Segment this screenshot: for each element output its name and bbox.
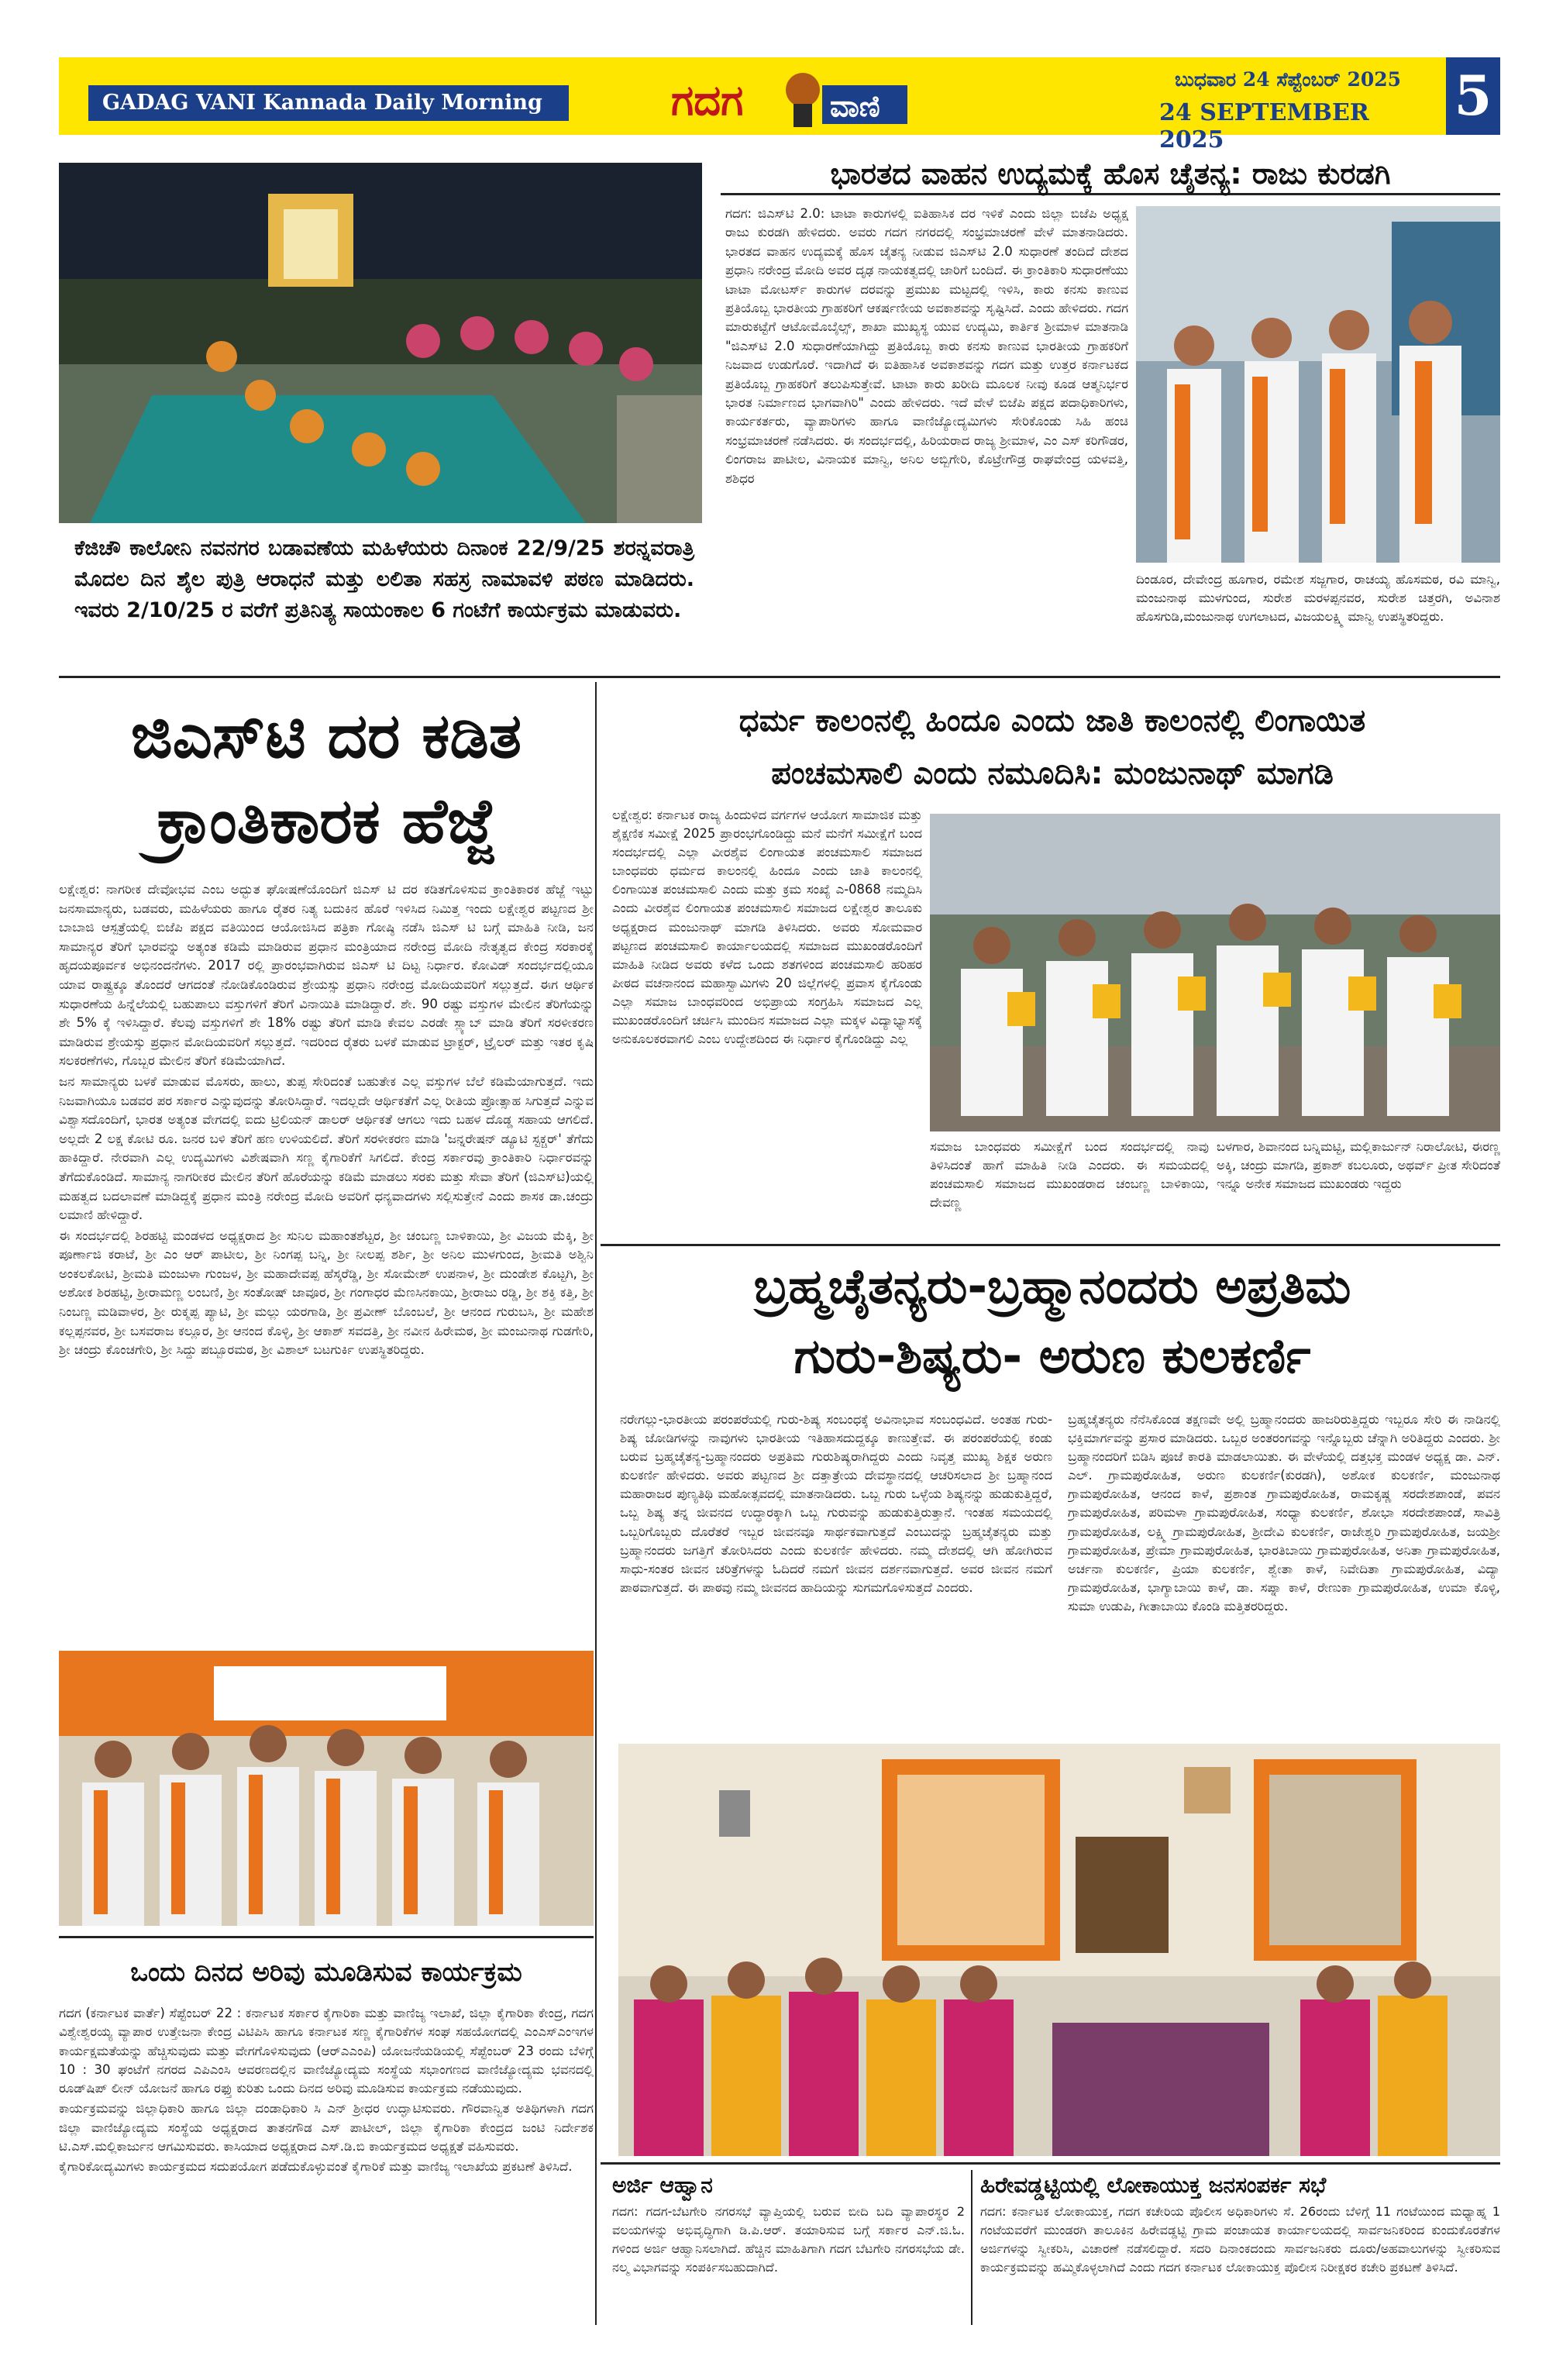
body-gst-para-2: ಜನ ಸಾಮಾನ್ಯರು ಬಳಕೆ ಮಾಡುವ ಮೊಸರು, ಹಾಲು, ತುಪ್ಪ ಸೇರಿದಂತೆ ಬಹುತೇಕ ಎಲ್ಲ ವಸ್ತುಗಳ ಬೆಲೆ ಕಡಿಮೆಯಾಗುತ್ತದೆ. ಇದು ನಿಜವಾಗಿಯೂ ಬಡವರ ಪರ ಸರ್ಕಾರ ಎನ್ನುವುದನ್ನು ತೋರಿಸಿದ್ದಾರೆ. ಇದಲ್ಲದೇ ಆರ್ಥಿಕತೆಗೆ ಎಲ್ಲ ರೀತಿಯ ಪ್ರೋತ್ಸಾಹ ಸಿಗುತ್ತದೆ ಎನ್ನುವ ವಿಶ್ವಾಸದೊಂದಿಗೆ, ಭಾರತ ಅತ್ಯಂತ ವೇಗದಲ್ಲಿ ಐದು ಟ್ರಿಲಿಯನ್ ಡಾಲರ್ ಆರ್ಥಿಕತೆ ಆಗಲು ಇದು ಬಹಳ ದೊಡ್ಡ ಸಹಾಯ ಆಗಲಿದೆ. ಅಲ್ಲದೇ 2 ಲಕ್ಷ ಕೋಟಿ ರೂ. ಜನರ ಬಳಿ ತೆರಿಗೆ ಹಣ ಉಳಿಯಲಿದೆ. ತೆರಿಗೆ ಸರಳೀಕರಣ ಮಾಡಿ 'ಜನ್ನರೇಷನ್ ಡ್ಯೂಟಿ ಸ್ಟಕ್ಚರ್' ತೆಗೆದು ಹಾಕಿದ್ದಾರೆ. ನೇರವಾಗಿ ಎಲ್ಲ ಉದ್ಯಮಿಗಳು ವಿಶೇಷವಾಗಿ ಸಣ್ಣ ಕೈಗಾರಿಕೆಗೆ ಸಿಗಲಿದೆ. ಕೇಂದ್ರ ಸರ್ಕಾರವು ಕ್ರಾಂತಿಕಾರಿ ನಿರ್ಧಾರವನ್ನು ತೆಗೆದುಕೊಂಡಿದೆ. ಸಾಮಾನ್ಯ ನಾಗರೀಕರ ಮೇಲಿನ ತೆರಿಗೆ ಹೊರೆಯನ್ನು ಕಡಿಮೆ ಮಾಡಲು ಸರಕು ಮತ್ತು ಸೇವಾ ತೆರಿಗೆ (ಜಿಎಸ್‌ಟಿ)ಯಲ್ಲಿ ಮಹತ್ವದ ಬದಲಾವಣೆ ಮಾಡಿದ್ದಕ್ಕೆ ಪ್ರಧಾನ ಮಂತ್ರಿ ನರೇಂದ್ರ ಮೋದಿ ಅವರಿಗೆ ಧನ್ಯವಾದಗಳು ಸಲ್ಲಿಸುತ್ತೇನೆ ಎಂದು ಶಾಸಕ ಡಾ.ಚಂದ್ರು ಲಮಾಣಿ ಹೇಳಿದ್ದಾರೆ. (59, 1073, 594, 1223)
caption-vehicle: ದಿಂಡೂರ, ದೇವೇಂದ್ರ ಹೂಗಾರ, ರಮೇಶ ಸಜ್ಜಗಾರ, ರಾಚಯ್ಯ ಹೊಸಮಠ, ರವಿ ಮಾನ್ವಿ, ಮಂಜುನಾಥ ಮುಳಗುಂದ, ಸುರೇಶ ಮರಳಪ್ಪನವರ, ಸುರೇಶ ಚಿತ್ತರಗಿ, ಅವಿನಾಶ ಹೊಸಗುಡಿ,ಮಂಜುನಾಥ ಉಗಲಾಟದ, ವಿಜಯಲಕ್ಷ್ಮಿ ಮಾನ್ವಿ ಉಪಸ್ಥಿತರಿದ್ದರು. (1136, 572, 1500, 624)
headline-oneday: ಒಂದು ದಿನದ ಅರಿವು ಮೂಡಿಸುವ ಕಾರ್ಯಕ್ರಮ (130, 1957, 522, 1988)
headline-arji: ಅರ್ಜಿ ಆಹ್ವಾನ (612, 2172, 713, 2198)
page-number: 5 (1446, 57, 1500, 135)
body-gst-para-1: ಲಕ್ಷೇಶ್ವರ: ನಾಗರೀಕ ದೇವೋಭವ ಎಂಬ ಅದ್ಭುತ ಘೋಷಣೆಯೊಂದಿಗೆ ಜಿಎಸ್ ಟಿ ದರ ಕಡಿತಗೊಳಿಸುವ ಕ್ರಾಂತಿಕಾರಕ ಹೆಜ್ಜೆ ಇಟ್ಟು ಜನಸಾಮಾನ್ಯರು, ಬಡವರು, ಮಹಿಳೆಯರು ಹಾಗೂ ರೈತರ ನಿತ್ಯ ಬದುಕಿನ ಹೊರೆ ಇಳಿಸಿದ ನಿಮಿತ್ತ ಇಂದು ಲಕ್ಷೇಶ್ವರ ಪಟ್ಟಣದ ಶ್ರೀ ಬಾಬಾಜಿ ಆಸ್ಪತ್ರೆಯಲ್ಲಿ ಬಿಜೆಪಿ ಪಕ್ಷದ ವತಿಯಿಂದ ಆಯೋಜಿಸಿದ ಪತ್ರಿಕಾ ಗೋಷ್ಠಿ ನಡೆಸಿ ಜಿಎಸ್ ಟಿ ಬಗ್ಗೆ ಮಾಹಿತಿ ನೀಡಿ, ಜನ ಸಾಮಾನ್ಯರ ತೆರಿಗೆ ಭಾರವನ್ನು ಅತ್ಯಂತ ಕಡಿಮೆ ಮಾಡಿರುವ ಪ್ರಧಾನ ಮಂತ್ರಿಯಾದ ನರೇಂದ್ರ ಮೋದಿ ನೇತೃತ್ವದ ಕೇಂದ್ರ ಸರಕಾರಕ್ಕೆ ಹೃದಯಪೂರ್ವಕ ಅಭಿನಂದನೆಗಳು. 2017 ರಲ್ಲಿ ಪ್ರಾರಂಭವಾಗಿರುವ ಜಿಎಸ್ ಟಿ ದಿಟ್ಟ ನಿರ್ಧಾರ. ಕೋವಿಡ್ ಸಂದರ್ಭದಲ್ಲಿಯೂ ಯಾವ ರಾಷ್ಟ್ರಕ್ಕೂ ತೊಂದರೆ ಆಗದಂತೆ ನೋಡಿಕೊಂಡಿರುವ ಶ್ರೇಯಸ್ಸು ಪ್ರಧಾನಿ ನರೇಂದ್ರ ಮೋದಿಯವರಿಗೆ ಸಲ್ಲುತ್ತದೆ. ಈಗ ಆರ್ಥಿಕ ಸುಧಾರಣೆಯ ಹಿನ್ನೆಲೆಯಲ್ಲಿ ಬಹುಪಾಲು ವಸ್ತುಗಳಿಗೆ ತೆರಿಗೆ ವಿನಾಯಿತಿ ಮಾಡಿದ್ದಾರೆ. ಶೇ. 90 ರಷ್ಟು ವಸ್ತುಗಳ ಮೇಲಿನ ತೆರಿಗೆಯನ್ನು ಶೇ 5% ಕ್ಕೆ ಇಳಿಸಿದ್ದಾರೆ. ಕೆಲವು ವಸ್ತುಗಳಿಗೆ ಶೇ 18% ರಷ್ಟು ತೆರಿಗೆ ಮಾಡಿ ಕೇವಲ ಎರಡೇ ಸ್ಲ್ಯಾಬ್ ಮಾಡಿ ತೆರಿಗೆ ಸರಳೀಕರಣ ಮಾಡಿರುವ ಶ್ರೇಯಸ್ಸು ಪ್ರಧಾನ ಮೋದಿಯವರಿಗೆ ಸಲ್ಲುತ್ತದೆ. ಇದರಿಂದ ರೈತರು ಬಳಕೆ ಮಾಡುವ ಟ್ರಾಕ್ಟರ್, ಟ್ರೈಲರ್ ಮತ್ತು ಇತರ ಕೃಷಿ ಸಲಕರಣೆಗಳು, ಗೊಬ್ಬರ ಮೇಲಿನ ತೆರಿಗೆ ಕಡಿಮೆಯಾಗಿದೆ. (59, 882, 594, 1069)
logo-emblem-base (793, 104, 812, 127)
photo-dharma-meeting (930, 814, 1500, 1131)
headline-dharma-1: ಧರ್ಮ ಕಾಲಂನಲ್ಲಿ ಹಿಂದೂ ಎಂದು ಜಾತಿ ಕಾಲಂನಲ್ಲಿ ಲಿಂಗಾಯಿತ (738, 703, 1366, 739)
body-gst (59, 880, 594, 1655)
logo-graphic (663, 59, 911, 133)
issue-date-english: 24 SEPTEMBER 2025 (1159, 99, 1369, 153)
divider-rule (59, 676, 1500, 678)
photo-brahma-pooja (618, 1744, 1500, 2156)
masthead-left (59, 57, 625, 135)
column-rule (595, 682, 597, 2325)
body-oneday-para-3: ಕೈಗಾರಿಕೋದ್ಯಮಿಗಳು ಕಾರ್ಯಕ್ರಮದ ಸದುಪಯೋಗ ಪಡೆದುಕೊಳ್ಳುವಂತೆ ಕೈಗಾರಿಕೆ ಮತ್ತು ವಾಣಿಜ್ಯ ಇಲಾಖೆಯ ಪ್ರಕಟಣೆ ತಿಳಿಸಿದೆ. (59, 2159, 573, 2175)
body-brahma-1: ನರೇಗಲ್ಲು-ಭಾರತೀಯ ಪರಂಪರೆಯಲ್ಲಿ ಗುರು-ಶಿಷ್ಯ ಸಂಬಂಧಕ್ಕೆ ಅವಿನಾಭಾವ ಸಂಬಂಧವಿದೆ. ಅಂತಹ ಗುರು-ಶಿಷ್ಯ ಜೋಡಿಗಳನ್ನು ನಾವುಗಳು ಭಾರತೀಯ ಇತಿಹಾಸದುದ್ದಕ್ಕೂ ಕಾಣುತ್ತೇವೆ. ಈ ಪರಂಪರೆಯಲ್ಲಿ ಕಂಡು ಬರುವ ಬ್ರಹ್ಮಚೈತನ್ಯ-ಬ್ರಹ್ಮಾನಂದರು ಅಪ್ರತಿಮ ಗುರುಶಿಷ್ಯರಾಗಿದ್ದರು ಎಂದು ನಿವೃತ್ತ ಮುಖ್ಯ ಶಿಕ್ಷಕ ಅರುಣ ಕುಲಕರ್ಣಿ ಹೇಳಿದರು. ಅವರು ಪಟ್ಟಣದ ಶ್ರೀ ದತ್ತಾತ್ರೇಯ ದೇವಸ್ಥಾನದಲ್ಲಿ ಆಚರಿಸಲಾದ ಶ್ರೀ ಬ್ರಹ್ಮಾನಂದ ಮಹಾರಾಜರ ಪುಣ್ಯತಿಥಿ ಮಹೋತ್ಸವದಲ್ಲಿ ಮಾತನಾಡಿದರು. ಒಬ್ಬ ಗುರು ಒಳ್ಳೆಯ ಶಿಷ್ಯನನ್ನು ಹುಡುಕುತ್ತಿದ್ದರೆ, ಒಬ್ಬ ಶಿಷ್ಯ ತನ್ನ ಜೀವನದ ಉದ್ಧಾರಕ್ಕಾಗಿ ಒಬ್ಬ ಗುರುವನ್ನು ಹುಡುಕುತ್ತಿರುತ್ತಾನೆ. ಇಂತಹ ಸಮಯದಲ್ಲಿ ಒಬ್ಬರಿಗೊಬ್ಬರು ದೊರೆತರೆ ಇಬ್ಬರ ಜೀವನವೂ ಸಾರ್ಥಕವಾಗುತ್ತದೆ ಎಂಬುದನ್ನು ಬ್ರಹ್ಮಚೈತನ್ಯರು ಮತ್ತು ಬ್ರಹ್ಮಾನಂದರು ಜಗತ್ತಿಗೆ ತೋರಿಸಿದರು ಎಂದು ಕುಲಕರ್ಣಿ ಹೇಳಿದರು. ನಮ್ಮ ದೇಶದಲ್ಲಿ ಆಗಿ ಹೋಗಿರುವ ಸಾಧು-ಸಂತರ ಜೀವನ ಚರಿತ್ರೆಗಳನ್ನು ಓದಿದರೆ ನಮಗೆ ಜೀವನ ದರ್ಶನವಾಗುತ್ತದೆ. ಅವರ ಜೀವನ ನಮಗೆ ಪಾಠವಾಗುತ್ತದೆ. ಈ ಪಾಠವು ನಮ್ಮ ಜೀವನದ ಹಾದಿಯನ್ನು ಸುಗಮಗೊಳಿಸುತ್ತದೆ ಎಂದರು. (620, 1412, 1052, 1595)
body-oneday (59, 2004, 594, 2322)
divider-rule (601, 2162, 1500, 2165)
body-gst-para-3: ಈ ಸಂದರ್ಭದಲ್ಲಿ ಶಿರಹಟ್ಟಿ ಮಂಡಳದ ಅಧ್ಯಕ್ಷರಾದ ಶ್ರೀ ಸುನಿಲ ಮಹಾಂತಶೆಟ್ಟರ, ಶ್ರೀ ಚಂಬಣ್ಣ ಬಾಳಿಕಾಯಿ, ಶ್ರೀ ವಿಜಯ ಮೆಕ್ಕಿ, ಶ್ರೀ ಪೂರ್ಣಾಜಿ ಕರಾಟೆ, ಶ್ರೀ ಎಂ ಆರ್ ಪಾಟೀಲ, ಶ್ರೀ ನಿಂಗಪ್ಪ ಬನ್ನಿ, ಶ್ರೀ ನೀಲಪ್ಪ ಶರ್ಶಿ, ಶ್ರೀ ಅನಿಲ ಮುಳಗುಂದ, ಶ್ರೀಮತಿ ಅಶ್ವಿನಿ ಅಂಕಲಕೋಟಿ, ಶ್ರೀಮತಿ ಮಂಜುಳಾ ಗುಂಜಳ, ಶ್ರೀ ಮಹಾದೇವಪ್ಪ ಹೆಸ್ಕರೆಡ್ಡಿ, ಶ್ರೀ ಸೋಮೇಶ್ ಉಪನಾಳ, ಶ್ರೀ ದುಂಡೇಶ ಕೊಟ್ಟಗಿ, ಶ್ರೀ ಅಶೋಕ ಶಿರಹಟ್ಟಿ, ಶ್ರೀರಾಮಣ್ಣ ಲಂಬಣಿ, ಶ್ರೀ ಸಂತೋಷ್ ಜಾವೂರ, ಶ್ರೀ ಗಂಗಾಧರ ಮೆಣಸಿನಕಾಯಿ, ಶ್ರೀರಾಜು ರಡ್ಡಿ, ಶ್ರೀ ಶಕ್ತಿ ಕತ್ತಿ, ಶ್ರೀ ನಿಂಬಣ್ಣ ಮಡಿವಾಳರ, ಶ್ರೀ ರುಕ್ಮಪ್ಪ ಪ್ಯಾಟಿ, ಶ್ರೀ ಮಲ್ಲು ಯರಗಾಡಿ, ಶ್ರೀ ಪ್ರವೀಣ್ ಬೊಂಬಲೆ, ಶ್ರೀ ಆನಂದ ಗುರುಬಸಿ, ಶ್ರೀ ಮಹೇಶ ಕಲ್ಲಪ್ಪನವರ, ಶ್ರೀ ಬಸವರಾಜ ಕಲ್ಲೂರ, ಶ್ರೀ ಆನಂದ ಕೊಳ್ಳಿ, ಶ್ರೀ ಆಕಾಶ್ ಸವದತ್ತಿ, ಶ್ರೀ ನವೀನ ಹಿರೇಮಠ, ಶ್ರೀ ಮಂಜುನಾಥ ಗುಡಗೇರಿ, ಶ್ರೀ ಚಂದ್ರು ಕೊಂಚಗೇರಿ, ಶ್ರೀ ಸಿದ್ದು ಪಬ್ಬೂರಮಠ, ಶ್ರೀ ವಿಶಾಲ್ ಬಟಗುರ್ಕಿ ಉಪಸ್ಥಿತರಿದ್ದರು. (59, 1228, 594, 1358)
photo-navaratri-women (59, 163, 702, 523)
body-oneday-para-2: ಕಾರ್ಯಕ್ರಮವನ್ನು ಜಿಲ್ಲಾಧಿಕಾರಿ ಹಾಗೂ ಜಿಲ್ಲಾ ದಂಡಾಧಿಕಾರಿ ಸಿ ಎನ್ ಶ್ರೀಧರ ಉದ್ಘಾಟಿಸುವರು. ಗೌರವಾನ್ವಿತ ಅತಿಥಿಗಳಾಗಿ ಗದಗ ಜಿಲ್ಲಾ ವಾಣಿಜ್ಯೋದ್ಯಮ ಸಂಸ್ಥೆಯ ಅಧ್ಯಕ್ಷರಾದ ತಾತನಗೌಡ ಎಸ್ ಪಾಟೀಲ್, ಜಿಲ್ಲಾ ಕೈಗಾರಿಕಾ ಕೇಂದ್ರದ ಜಂಟಿ ನಿರ್ದೇಶಕ ಟಿ.ಎಸ್.ಮಲ್ಲಿಕಾರ್ಜುನ ಆಗಮಿಸುವರು. ಕಾಸಿಯಾದ ಅಧ್ಯಕ್ಷರಾದ ಎಸ್.ಡಿ.ಬಿ ಕಾರ್ಯಕ್ರಮದ ಅಧ್ಯಕ್ಷತೆ ವಹಿಸುವರು. (59, 2101, 594, 2154)
photo-vehicle-celebration (1136, 206, 1500, 563)
column-rule (971, 2170, 972, 2325)
issue-date-kannada: ಬುಧವಾರ 24 ಸೆಪ್ಟೆಂಬರ್ 2025 (1175, 68, 1402, 91)
divider-rule (601, 1244, 1500, 1246)
body-oneday-para-1: ಗದಗ (ಕರ್ನಾಟಕ ವಾರ್ತೆ) ಸೆಪ್ಟೆಂಬರ್ 22 : ಕರ್ನಾಟಕ ಸರ್ಕಾರ ಕೈಗಾರಿಕಾ ಮತ್ತು ವಾಣಿಜ್ಯ ಇಲಾಖೆ, ಜಿಲ್ಲಾ ಕೈಗಾರಿಕಾ ಕೇಂದ್ರ, ಗದಗ ವಿಶ್ವೇಶ್ವರಯ್ಯ ವ್ಯಾಪಾರ ಉತ್ತೇಜನಾ ಕೇಂದ್ರ ವಿಟಿಪಿಸಿ ಹಾಗೂ ಕರ್ನಾಟಕ ಸಣ್ಣ ಕೈಗಾರಿಕೆಗಳ ಸಂಘ ಸಹಯೋಗದಲ್ಲಿ ಎಂಎಸ್‌ಎಂಇಗಳ ಕಾರ್ಯಕ್ಷಮತೆಯನ್ನು ಹೆಚ್ಚಿಸುವುದು ಮತ್ತು ವೇಗಗೊಳಿಸುವುದು (ಆರ್‌ಎಎಂಪಿ) ಯೋಜನೆಯಡಿಯಲ್ಲಿ ಸೆಪ್ಟೆಂಬರ್ 23 ರಂದು ಬೆಳಿಗ್ಗೆ 10 : 30 ಘಂಟೆಗೆ ನಗರದ ಎಪಿಎಂಸಿ ಆವರಣದಲ್ಲಿನ ವಾಣಿಜ್ಯೋದ್ಯಮ ಸಂಸ್ಥೆಯ ಸಭಾಂಗಣದ ವಾಣಿಜ್ಯೋದ್ಯಮ ಭವನದಲ್ಲಿ ರೂಡ್‌ಷಿಪ್ ಲೀನ್ ಯೋಜನೆ ಹಾಗೂ ರಫ್ತು ಕುರಿತು ಒಂದು ದಿನದ ಅರಿವು ಮೂಡಿಸುವ ಕಾರ್ಯಕ್ರಮ ನಡೆಯುವುದು. (59, 2006, 594, 2096)
body-dharma-2: ಸಮಾಜ ಬಾಂಧವರು ಸಮೀಕ್ಷೆಗೆ ಬಂದ ಸಂದರ್ಭದಲ್ಲಿ ನಾವು ತಿಳಿಸಿದಂತೆ ಹಾಗೆ ಮಾಹಿತಿ ನೀಡಿ ಎಂದರು. ಈ ಸಮಯದಲ್ಲಿ ಪಂಚಮಸಾಲಿ ಸಮಾಜದ ಮುಖಂಡರಾದ ಚಂಬಣ್ಣ ಬಾಳಿಕಾಯಿ, ದೇವಣ್ಣ (930, 1139, 1209, 1211)
headline-brahma-1: ಬ್ರಹ್ಮಚೈತನ್ಯರು-ಬ್ರಹ್ಮಾನಂದರು ಅಪ್ರತಿಮ (753, 1258, 1351, 1314)
photo-gst-press-meet (59, 1651, 594, 1926)
issue-date (1113, 62, 1438, 153)
caption-navaratri: ಕೆಜಿಚೌ ಕಾಲೋನಿ ನವನಗರ ಬಡಾವಣೆಯ ಮಹಿಳೆಯರು ದಿನಾಂಕ 22/9/25 ಶರನ್ನವರಾತ್ರಿ ಮೊದಲ ದಿನ ಶೈಲ ಪುತ್ರಿ ಆರಾಧನೆ ಮತ್ತು ಲಲಿತಾ ಸಹಸ್ರ ನಾಮಾವಳಿ ಪಠಣ ಮಾಡಿದರು. ಇವರು 2/10/25 ರ ವರೆಗೆ ಪ್ರತಿನಿತ್ಯ ಸಾಯಂಕಾಲ 6 ಗಂಟೆಗೆ ಕಾರ್ಯಕ್ರಮ ಮಾಡುವರು. (74, 536, 694, 622)
headline-lokayukta: ಹಿರೇವಡ್ಡಟ್ಟಿಯಲ್ಲಿ ಲೋಕಾಯುಕ್ತ ಜನಸಂಪರ್ಕ ಸಭೆ (980, 2172, 1327, 2198)
headline-gst-1: ಜಿಎಸ್‌ಟಿ ದರ ಕಡಿತ (130, 700, 522, 772)
logo-text-2: ವಾಣಿ (830, 89, 880, 123)
body-vehicle: ಗದಗ: ಜಿಎಸ್‌ಟಿ 2.0: ಟಾಟಾ ಕಾರುಗಳಲ್ಲಿ ಐತಿಹಾಸಿಕ ದರ ಇಳಿಕೆ ಎಂದು ಜಿಲ್ಲಾ ಬಿಜೆಪಿ ಅಧ್ಯಕ್ಷ ರಾಜು ಕುರಡಗಿ ಹೇಳಿದರು. ಅವರು ಗದಗ ನಗರದಲ್ಲಿ ಸಂಭ್ರಮಾಚರಣೆ ವೇಳೆ ಮಾತನಾಡಿದರು. ಭಾರತದ ವಾಹನ ಉದ್ಯಮಕ್ಕೆ ಹೊಸ ಚೈತನ್ಯ ನೀಡುವ ಜಿಎಸ್‌ಟಿ 2.0 ಸುಧಾರಣೆ ತಂದಿದೆ ದೇಶದ ಪ್ರಧಾನಿ ನರೇಂದ್ರ ಮೋದಿ ಅವರ ದೃಢ ನಾಯಕತ್ವದಲ್ಲಿ ಜಾರಿಗೆ ಬಂದಿದೆ. ಈ ಕ್ರಾಂತಿಕಾರಿ ಸುಧಾರಣೆಯು ಟಾಟಾ ಮೋಟರ್ಸ್ ಕಾರುಗಳ ದರವನ್ನು ಪ್ರಮುಖ ಮಟ್ಟದಲ್ಲಿ ಇಳಿಸಿ, ಕಾರು ಕನಸು ಕಾಣುವ ಪ್ರತಿಯೊಬ್ಬ ಭಾರತೀಯ ಗ್ರಾಹಕರಿಗೆ ಆಕರ್ಷಣೀಯ ಅವಕಾಶವನ್ನು ಸೃಷ್ಟಿಸಿದೆ. ಎಂದು ಹೇಳಿದರು. ಗದಗ ಮಾರುಕಟ್ಟೆಗೆ ಆಟೋಮೊಬೈಲ್ಸ್, ಶಾಖಾ ಮುಖ್ಯಸ್ಥ ಯುವ ಉದ್ಯಮಿ, ಕಾರ್ತಿಕ ಶ್ರೀಮಾಳ ಮಾತನಾಡಿ "ಜಿಎಸ್‌ಟಿ 2.0 ಸುಧಾರಣೆಯಾಗಿದ್ದು ಪ್ರತಿಯೊಬ್ಬ ಕಾರು ಕನಸು ಕಾಣುವ ಭಾರತೀಯ ಗ್ರಾಹಕರಿಗೆ ನಿಜವಾದ ಉಡುಗೊರೆ. ಇದಾಗಿದೆ ಈ ಐತಿಹಾಸಿಕ ಅವಕಾಶವನ್ನು ಗದಗ ಮತ್ತು ಉತ್ತರ ಕರ್ನಾಟಕದ ಪ್ರತಿಯೊಬ್ಬ ಗ್ರಾಹಕರಿಗೆ ತಲುಪಿಸುತ್ತೇವೆ. ಟಾಟಾ ಕಾರು ಖರೀದಿ ಮೂಲಕ ನೀವು ಕೂಡ ಆತ್ಮನಿರ್ಭರ ಭಾರತ ನಿರ್ಮಾಣದ ಭಾಗವಾಗಿರಿ" ಎಂದು ಹೇಳಿದರು. ಇದೆ ವೇಳೆ ಬಿಜೆಪಿ ಪಕ್ಷದ ಪದಾಧಿಕಾರಿಗಳು, ಕಾರ್ಯಕರ್ತರು, ವ್ಯಾಪಾರಿಗಳು ಹಾಗೂ ವಾಣಿಜ್ಯೋದ್ಯಮಿಗಳು ಸೇರಿಕೊಂಡು ಸಿಹಿ ಹಂಚಿ ಸಂಭ್ರಮಾಚರಣೆ ನಡೆಸಿದರು. ಈ ಸಂದರ್ಭದಲ್ಲಿ, ಹಿರಿಯರಾದ ರಾಜ್ಯ ಶ್ರೀಮಾಳ, ಎಂ ಎಸ್ ಕರಿಗೌಡರ, ಲಿಂಗರಾಜ ಪಾಟೀಲ, ವಿನಾಯಕ ಮಾನ್ವಿ, ಅನಿಲ ಅಬ್ಬಿಗೇರಿ, ಕೊಟ್ರೇಗೌಡ್ರ ರಾಘವೇಂದ್ರ ಯಳವತ್ತಿ, ಶಶಿಧರ (725, 206, 1128, 486)
paper-label: GADAG VANI Kannada Daily Morning (88, 85, 569, 121)
masthead (59, 57, 1500, 153)
body-arji: ಗದಗ: ಗದಗ-ಬೆಟಗೇರಿ ನಗರಸಭೆ ವ್ಯಾಪ್ತಿಯಲ್ಲಿ ಬರುವ ಬೀದಿ ಬದಿ ವ್ಯಾಪಾರಸ್ಥರ 2 ವಲಯಗಳನ್ನು ಅಭಿವೃದ್ಧಿಗಾಗಿ ಡಿ.ಪಿ.ಆರ್. ತಯಾರಿಸುವ ಬಗ್ಗೆ ಸರ್ಕಾರ ಎನ್.ಜಿ.ಓ. ಗಳಿಂದ ಅರ್ಜಿ ಆಹ್ವಾನಿಸಲಾಗಿದೆ. ಹೆಚ್ಚಿನ ಮಾಹಿತಿಗಾಗಿ ಗದಗ ಬೆಟಗೇರಿ ನಗರಸಭೆಯ ಡೇ. ನಲ್ಮ ವಿಭಾಗವನ್ನು ಸಂಪರ್ಕಿಸಬಹುದಾಗಿದೆ. (612, 2204, 965, 2275)
logo-text-1: ಗದಗ (671, 76, 744, 125)
headline-gst-2: ಕ್ರಾಂತಿಕಾರಕ ಹೆಜ್ಜೆ (157, 785, 496, 857)
logo-emblem (786, 73, 820, 107)
body-dharma-1: ಲಕ್ಷೇಶ್ವರ: ಕರ್ನಾಟಕ ರಾಜ್ಯ ಹಿಂದುಳಿದ ವರ್ಗಗಳ ಆಯೋಗ ಸಾಮಾಜಿಕ ಮತ್ತು ಶೈಕ್ಷಣಿಕ ಸಮೀಕ್ಷೆ 2025 ಪ್ರಾರಂಭಗೊಂಡಿದ್ದು ಮನೆ ಮನೆಗೆ ಸಮೀಕ್ಷೆಗೆ ಬಂದ ಸಂದರ್ಭದಲ್ಲಿ ಎಲ್ಲಾ ವೀರಶೈವ ಲಿಂಗಾಯತ ಪಂಚಮಸಾಲಿ ಸಮಾಜದ ಬಾಂಧವರು ಧರ್ಮದ ಕಾಲಂನಲ್ಲಿ ಹಿಂದೂ ಎಂದು ಜಾತಿ ಕಾಲಂನಲ್ಲಿ ಲಿಂಗಾಯಿತ ಪಂಚಮಸಾಲಿ ಎಂದು ಮತ್ತು ಕ್ರಮ ಸಂಖ್ಯೆ ಎ-0868 ನಮ್ಮದಿಸಿ ಎಂದು ವೀರಶೈವ ಲಿಂಗಾಯತ ಪಂಚಮಸಾಲಿ ಸಮಾಜದ ಲಕ್ಷೇಶ್ವರ ತಾಲೂಕು ಅಧ್ಯಕ್ಷರಾದ ಮಂಜುನಾಥ್ ಮಾಗಡಿ ತಿಳಿಸಿದರು. ಅವರು ಸೋಮವಾರ ಪಟ್ಟಣದ ಪಂಚಮಸಾಲಿ ಕಾರ್ಯಾಲಯದಲ್ಲಿ ಸಮಾಜದ ಮುಖಂಡರೊಂದಿಗೆ ಮಾಹಿತಿ ನೀಡಿದ ಅವರು ಕಳೆದ ಒಂದು ಶತಗಳಿಂದ ಪಂಚಮಸಾಲಿ ಹರಿಹರ ಪೀಠದ ವಚನಾನಂದ ಮಹಾಸ್ವಾಮಿಗಳು 20 ಜಿಲ್ಲೆಗಳಲ್ಲಿ ಪ್ರವಾಸ ಕೈಗೊಂಡು ಎಲ್ಲಾ ಸಮಾಜ ಬಾಂಧವರಿಂದ ಅಭಿಪ್ರಾಯ ಸಂಗ್ರಹಿಸಿ ಸಮಾಜದ ಎಲ್ಲ ಮುಖಂಡರೊಂದಿಗೆ ಚರ್ಚಿಸಿ ಮುಂದಿನ ಸಮಾಜದ ಎಲ್ಲಾ ಮಕ್ಕಳ ವಿದ್ಯಾಭ್ಯಾಸಕ್ಕೆ ಅನುಕೂಲಕರವಾಗಲಿ ಎಂಬ ಉದ್ದೇಶದಿಂದ ಈ ನಿರ್ಧಾರ ಕೈಗೊಂಡಿದ್ದು ಎಲ್ಲ (612, 808, 922, 1047)
body-brahma-2: ಬ್ರಹ್ಮಚೈತನ್ಯರು ನೆನೆಸಿಕೊಂಡ ತಕ್ಷಣವೇ ಅಲ್ಲಿ ಬ್ರಹ್ಮಾನಂದರು ಹಾಜರಿರುತ್ತಿದ್ದರು ಇಬ್ಬರೂ ಸೇರಿ ಈ ನಾಡಿನಲ್ಲಿ ಭಕ್ತಿಮಾರ್ಗವನ್ನು ಪ್ರಸಾರ ಮಾಡಿದರು. ಒಬ್ಬರ ಅಂತರಂಗವನ್ನು ಇನ್ನೊಬ್ಬರು ಚೆನ್ನಾಗಿ ಅರಿತಿದ್ದರು ಎಂದರು. ಶ್ರೀ ಬ್ರಹ್ಮಾನಂದರಿಗೆ ಬಿಡಿಸಿ ಪೂಜೆ ಕಾರತಿ ಮಾಡಲಾಯಿತು. ಈ ವೇಳೆಯಲ್ಲಿ ದತ್ತಭಕ್ತ ಮಂಡಳ ಅಧ್ಯಕ್ಷ ಡಾ. ಎನ್. ಎಲ್. ಗ್ರಾಮಪುರೋಹಿತ, ಅರುಣ ಕುಲಕರ್ಣಿ(ಕುರಡಗಿ), ಅಶೋಕ ಕುಲಕರ್ಣಿ, ಮಂಜುನಾಥ ಗ್ರಾಮಪುರೋಹಿತ, ಆನಂದ ಕಾಳೆ, ಪ್ರಶಾಂತ ಗ್ರಾಮಪುರೋಹಿತ, ರಾಮಕೃಷ್ಣ ಸರದೇಶಪಾಂಡೆ, ಪವನ ಗ್ರಾಮಪುರೋಹಿತ, ಪರಿಮಳಾ ಗ್ರಾಮಪುರೋಹಿತ, ಸಂಧ್ಯಾ ಕುಲಕರ್ಣಿ, ಶೋಭಾ ಸರದೇಶಪಾಂಡೆ, ಸಾವಿತ್ರಿ ಗ್ರಾಮಪುರೋಹಿತ, ಲಕ್ಷ್ಮಿ ಗ್ರಾಮಪುರೋಹಿತ, ಶ್ರೀದೇವಿ ಕುಲಕರ್ಣಿ, ರಾಜೇಶ್ವರಿ ಗ್ರಾಮಪುರೋಹಿತ, ಜಯಶ್ರೀ ಗ್ರಾಮಪುರೋಹಿತ, ಪ್ರೇಮಾ ಗ್ರಾಮಪುರೋಹಿತ, ಭಾರತಿಬಾಯಿ ಗ್ರಾಮಪುರೋಹಿತ, ಅನಿತಾ ಗ್ರಾಮಪುರೋಹಿತ, ಅರ್ಚನಾ ಕುಲಕರ್ಣಿ, ಪ್ರಿಯಾ ಕುಲಕರ್ಣಿ, ಶ್ವೇತಾ ಕಾಳೆ, ನಿವೇದಿತಾ ಗ್ರಾಮಪುರೋಹಿತ, ವಿದ್ಯಾ ಗ್ರಾಮಪುರೋಹಿತ, ಭಾಗ್ಯಾಬಾಯಿ ಕಾಳೆ, ಡಾ. ಸಪ್ನಾ ಕಾಳೆ, ರೇಣುಕಾ ಗ್ರಾಮಪುರೋಹಿತ, ಉಮಾ ಕೊಳ್ಳಿ, ಸುಮಾ ಉಡುಪಿ, ಗೀತಾಬಾಯಿ ಕೊಂಡಿ ಮತ್ತಿತರರಿದ್ದರು. (1068, 1412, 1500, 1614)
headline-dharma-2: ಪಂಚಮಸಾಲಿ ಎಂದು ನಮೂದಿಸಿ: ಮಂಜುನಾಥ್ ಮಾಗಡಿ (771, 756, 1334, 791)
divider-rule (59, 1936, 594, 1938)
headline-brahma-2: ಗುರು-ಶಿಷ್ಯರು- ಅರುಣ ಕುಲಕರ್ಣಿ (793, 1328, 1311, 1384)
headline-vehicle: ಭಾರತದ ವಾಹನ ಉದ್ಯಮಕ್ಕೆ ಹೊಸ ಚೈತನ್ಯ: ರಾಜು ಕುರಡಗಿ (721, 152, 1500, 195)
paper-logo (663, 59, 911, 133)
body-dharma-3: ಬಳಗಾರ, ಶಿವಾನಂದ ಬನ್ನಿಮಟ್ಟಿ, ಮಲ್ಲಿಕಾರ್ಜುನ್ ನಿರಾಲೋಟಿ, ಈರಣ್ಣ ಅಕ್ಕಿ, ಚಂದ್ರು ಮಾಗಡಿ, ಪ್ರಕಾಶ್ ಕಬಲೂರು, ಅಥರ್ವ್ ಪ್ರೀತ ಸೇರಿದಂತೆ ಇನ್ನೂ ಅನೇಕ ಸಮಾಜದ ಮುಖಂಡರು ಇದ್ದರು (1217, 1139, 1500, 1192)
body-lokayukta: ಗದಗ: ಕರ್ನಾಟಕ ಲೋಕಾಯುಕ್ತ, ಗದಗ ಕಚೇರಿಯ ಪೊಲೀಸ ಅಧಿಕಾರಿಗಳು ಸೆ. 26ರಂದು ಬೆಳಿಗ್ಗೆ 11 ಗಂಟೆಯಿಂದ ಮಧ್ಯಾಹ್ನ 1 ಗಂಟೆಯವರೆಗೆ ಮುಂಡರಗಿ ತಾಲೂಕಿನ ಹಿರೇವಡ್ಡಟ್ಟಿ ಗ್ರಾಮ ಪಂಚಾಯತ ಕಾರ್ಯಾಲಯದಲ್ಲಿ ಸಾರ್ವಜನಿಕರಿಂದ ಕುಂದುಕೊರತೆಗಳ ಅರ್ಜಿಗಳನ್ನು ಸ್ವೀಕರಿಸಿ, ವಿಚಾರಣೆ ನಡೆಸಲಿದ್ದಾರೆ. ಸದರಿ ದಿನಾಂಕದಂದು ಸಾರ್ವಜನಿಕರು ದೂರು/ಅಹವಾಲುಗಳನ್ನು ಸ್ವೀಕರಿಸುವ ಕಾರ್ಯಕ್ರಮವನ್ನು ಹಮ್ಮಿಕೊಳ್ಳಲಾಗಿದೆ ಎಂದು ಗದಗ ಕರ್ನಾಟಕ ಲೋಕಾಯುಕ್ತ ಪೊಲೀಸ ನಿರೀಕ್ಷಕರ ಕಚೇರಿ ಪ್ರಕಟಣೆ ತಿಳಿಸಿದೆ. (980, 2204, 1500, 2275)
